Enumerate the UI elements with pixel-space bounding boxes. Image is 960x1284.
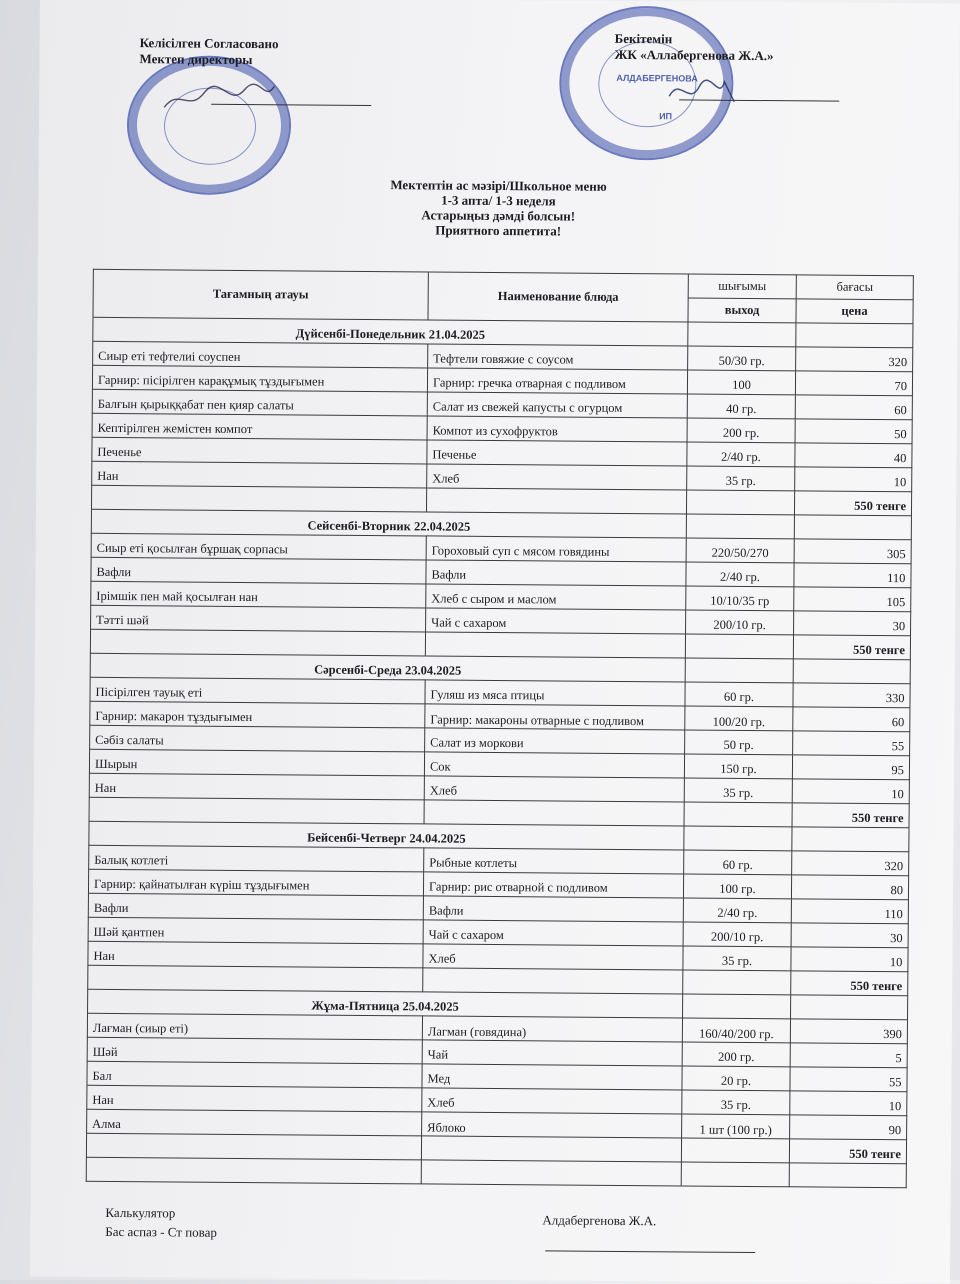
dish-name-ru: Салат из свежей капусты с огурцом: [427, 392, 687, 418]
dish-name-ru: Вафли: [426, 560, 686, 586]
empty-cell: [684, 826, 792, 851]
dish-name-ru: Гороховый суп с мясом говядины: [426, 536, 686, 562]
stamp-name-text: АЛДАБЕРГЕНОВА: [616, 72, 698, 84]
dish-price: 305: [794, 539, 911, 564]
approval-right-line2: ЖК «Аллабергенова Ж.А.»: [614, 46, 774, 64]
dish-name-kz: Гарнир: пісірілген карақұмық тұздығымен: [92, 365, 427, 392]
col-header-price-kz: бағасы: [796, 275, 913, 300]
title-line3: Астарыңыз дәмді болсын!: [421, 207, 576, 224]
dish-name-kz: Шәй: [87, 1037, 422, 1064]
dish-name-ru: Хлеб: [422, 1088, 682, 1114]
dish-name-kz: Нан: [89, 773, 424, 800]
empty-cell: [423, 968, 683, 994]
title-line2: 1-3 апта/ 1-3 неделя: [441, 192, 556, 209]
empty-cell: [796, 323, 913, 348]
dish-price: 55: [793, 731, 910, 756]
dish-price: 30: [791, 923, 908, 948]
dish-name-kz: Лағман (сиыр еті): [87, 1013, 422, 1040]
dish-portion: 100/20 гр.: [685, 706, 793, 731]
dish-name-kz: Шырын: [89, 749, 424, 776]
empty-cell: [681, 1138, 789, 1163]
empty-cell: [685, 634, 793, 659]
dish-portion: 2/40 гр.: [687, 442, 795, 467]
empty-cell: [88, 965, 423, 992]
dish-portion: 60 гр.: [685, 682, 793, 707]
dish-portion: 160/40/200 гр.: [682, 1018, 790, 1043]
dish-name-ru: Чай с сахаром: [423, 920, 683, 946]
dish-price: 90: [790, 1115, 907, 1140]
dish-portion: 50/30 гр.: [688, 346, 796, 371]
dish-portion: 35 гр.: [682, 1090, 790, 1115]
dish-name-ru: Лагман (говядина): [422, 1016, 682, 1042]
dish-name-ru: Тефтели говяжие с соусом: [428, 344, 688, 370]
dish-name-kz: Алма: [87, 1109, 422, 1136]
empty-cell: [688, 322, 796, 347]
table-row-empty: [86, 1157, 906, 1187]
empty-cell: [421, 1160, 681, 1186]
footer-signature-line: [545, 1250, 755, 1253]
dish-price: 40: [795, 443, 912, 468]
dish-name-ru: Печенье: [427, 440, 687, 466]
approval-left-block: [139, 35, 278, 68]
dish-price: 10: [792, 779, 909, 804]
dish-portion: 50 гр.: [685, 730, 793, 755]
day-title: Дүйсенбі-Понедельник 21.04.2025: [93, 317, 688, 346]
dish-name-ru: Рыбные котлеты: [424, 848, 684, 874]
right-signature-scribble: [664, 71, 744, 112]
dish-price: 110: [791, 899, 908, 924]
dish-name-kz: Шәй қантпен: [88, 917, 423, 944]
empty-cell: [681, 1162, 789, 1187]
dish-name-kz: Бал: [87, 1061, 422, 1088]
menu-table: [86, 269, 914, 1188]
dish-portion: 200/10 гр.: [686, 610, 794, 635]
dish-portion: 35 гр.: [683, 946, 791, 971]
empty-cell: [424, 800, 684, 826]
menu-table-body: [86, 317, 913, 1187]
approval-left-line2: Мектеп директоры: [139, 51, 253, 68]
dish-portion: 200 гр.: [682, 1042, 790, 1067]
dish-name-ru: Вафли: [423, 896, 683, 922]
dish-name-ru: Чай: [422, 1040, 682, 1066]
empty-cell: [794, 515, 911, 540]
dish-portion: 1 шт (100 гр.): [682, 1114, 790, 1139]
footer-left-block: [105, 1203, 217, 1242]
dish-name-ru: Сок: [424, 752, 684, 778]
approval-right-block: [615, 31, 774, 64]
day-title: Сейсенбі-Вторник 22.04.2025: [91, 509, 686, 538]
dish-name-ru: Гарнир: макароны отварные с подливом: [425, 704, 685, 730]
footer-calculator-label: Калькулятор: [105, 1204, 176, 1221]
dish-portion: 150 гр.: [684, 754, 792, 779]
empty-cell: [789, 1163, 906, 1188]
dish-name-kz: Сиыр еті қосылған бұршақ сорпасы: [91, 533, 426, 560]
dish-price: 55: [790, 1067, 907, 1092]
empty-cell: [421, 1136, 681, 1162]
dish-price: 110: [794, 563, 911, 588]
dish-name-ru: Гарнир: гречка отварная с подливом: [427, 368, 687, 394]
dish-portion: 200 гр.: [687, 418, 795, 443]
title-line1: Мектептін ас мәзірі/Школьное меню: [390, 177, 607, 194]
col-header-kz: Тағамның атауы: [93, 269, 428, 320]
empty-cell: [89, 797, 424, 824]
empty-cell: [90, 629, 425, 656]
dish-price: 10: [791, 947, 908, 972]
dish-portion: 2/40 гр.: [686, 562, 794, 587]
dish-name-kz: Балық котлеті: [89, 845, 424, 872]
left-signature-scribble: [159, 77, 279, 118]
dish-name-ru: Хлеб: [427, 464, 687, 490]
empty-cell: [91, 485, 426, 512]
empty-cell: [686, 490, 794, 515]
approval-left-line1: Келісілген Согласовано: [139, 35, 279, 52]
dish-name-kz: Вафли: [91, 557, 426, 584]
dish-name-kz: Вафли: [88, 893, 423, 920]
empty-cell: [686, 514, 794, 539]
dish-price: 60: [795, 395, 912, 420]
dish-price: 320: [796, 347, 913, 372]
dish-price: 10: [790, 1091, 907, 1116]
dish-portion: 10/10/35 гр: [686, 586, 794, 611]
dish-price: 80: [791, 875, 908, 900]
day-total: 550 тенге: [793, 635, 910, 660]
empty-cell: [793, 659, 910, 684]
empty-cell: [684, 802, 792, 827]
dish-name-kz: Печенье: [92, 437, 427, 464]
empty-cell: [425, 632, 685, 658]
day-title: Жұма-Пятница 25.04.2025: [88, 989, 683, 1018]
dish-name-kz: Нан: [87, 1085, 422, 1112]
dish-name-ru: Хлеб с сыром и маслом: [426, 584, 686, 610]
col-header-out-kz: шығымы: [688, 274, 796, 299]
day-total: 550 тенге: [794, 491, 911, 516]
dish-price: 70: [795, 371, 912, 396]
dish-portion: 35 гр.: [687, 466, 795, 491]
dish-portion: 60 гр.: [684, 850, 792, 875]
dish-name-ru: Хлеб: [423, 944, 683, 970]
day-title: Сәрсенбі-Среда 23.04.2025: [90, 653, 685, 682]
dish-name-ru: Гарнир: рис отварной с подливом: [423, 872, 683, 898]
dish-price: 60: [793, 707, 910, 732]
dish-portion: 100: [687, 370, 795, 395]
dish-name-kz: Пісірілген тауық еті: [90, 677, 425, 704]
dish-price: 50: [795, 419, 912, 444]
empty-cell: [792, 827, 909, 852]
dish-price: 390: [790, 1019, 907, 1044]
table-header-row: [93, 269, 913, 299]
col-header-out-ru: выход: [688, 298, 796, 323]
dish-name-ru: Хлеб: [424, 776, 684, 802]
dish-name-kz: Тәтті шәй: [91, 605, 426, 632]
footer-signer-name: Алдабергенова Ж.А.: [542, 1212, 657, 1229]
empty-cell: [426, 488, 686, 514]
dish-name-kz: Балғын қырыққабат пен қияр салаты: [92, 389, 427, 416]
dish-name-kz: Нан: [88, 941, 423, 968]
dish-name-ru: Мед: [422, 1064, 682, 1090]
dish-name-kz: Кептірілген жемістен компот: [92, 413, 427, 440]
dish-portion: 100 гр.: [683, 874, 791, 899]
dish-name-ru: Салат из моркови: [425, 728, 685, 754]
document-page: [30, 0, 960, 1284]
menu-title-block: [38, 174, 958, 241]
stamp-sub-text: ИП: [659, 111, 673, 122]
dish-price: 30: [794, 611, 911, 636]
empty-cell: [791, 995, 908, 1020]
dish-portion: 220/50/270: [686, 538, 794, 563]
day-total: 550 тенге: [791, 971, 908, 996]
dish-price: 95: [792, 755, 909, 780]
dish-portion: 200/10 гр.: [683, 922, 791, 947]
dish-name-kz: Гарнир: қайнатылған күріш тұздығымен: [88, 869, 423, 896]
dish-name-kz: Нан: [92, 461, 427, 488]
col-header-price-ru: цена: [796, 299, 913, 324]
approval-right-line1: Бекітемін: [614, 30, 673, 47]
dish-portion: 40 гр.: [687, 394, 795, 419]
dish-price: 5: [790, 1043, 907, 1068]
dish-name-kz: Гарнир: макарон тұздығымен: [90, 701, 425, 728]
dish-price: 105: [794, 587, 911, 612]
dish-portion: 35 гр.: [684, 778, 792, 803]
empty-cell: [683, 970, 791, 995]
dish-name-ru: Яблоко: [422, 1112, 682, 1138]
dish-name-kz: Сәбіз салаты: [90, 725, 425, 752]
empty-cell: [86, 1133, 421, 1160]
title-line4: Приятного аппетита!: [435, 222, 562, 239]
dish-price: 330: [793, 683, 910, 708]
day-title: Бейсенбі-Четверг 24.04.2025: [89, 821, 684, 850]
col-header-ru: Наименование блюда: [428, 272, 688, 322]
dish-portion: 20 гр.: [682, 1066, 790, 1091]
footer-chef-label: Бас аспаз - Ст повар: [105, 1223, 217, 1240]
dish-price: 10: [795, 467, 912, 492]
dish-price: 320: [792, 851, 909, 876]
dish-name-ru: Чай с сахаром: [426, 608, 686, 634]
day-total: 550 тенге: [792, 803, 909, 828]
dish-name-ru: Гуляш из мяса птицы: [425, 680, 685, 706]
dish-name-kz: Ірімшік пен май қосылған нан: [91, 581, 426, 608]
empty-cell: [683, 994, 791, 1019]
dish-portion: 2/40 гр.: [683, 898, 791, 923]
day-total: 550 тенге: [789, 1139, 906, 1164]
empty-cell: [86, 1157, 421, 1184]
empty-cell: [685, 658, 793, 683]
dish-name-kz: Сиыр еті тефтелиі соуспен: [93, 341, 428, 368]
dish-name-ru: Компот из сухофруктов: [427, 416, 687, 442]
